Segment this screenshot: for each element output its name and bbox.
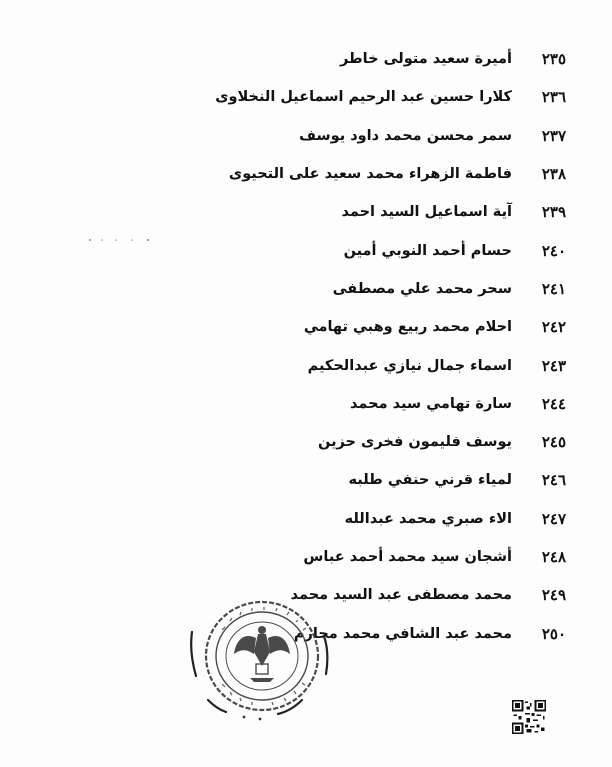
list-item xyxy=(215,78,566,116)
entry-number: ٢٤٨ xyxy=(541,548,566,566)
entry-name: يوسف فليمون فخرى حزين xyxy=(318,434,512,451)
entry-number: ٢٤٧ xyxy=(541,509,566,528)
list-item xyxy=(266,423,566,461)
entry-number: ٢٤٣ xyxy=(541,356,566,375)
entry-number: ٢٣٩ xyxy=(541,203,566,222)
entry-name: أشجان سيد محمد أحمد عباس xyxy=(303,549,512,565)
list-item xyxy=(228,155,566,193)
entry-number: ٢٤٢ xyxy=(541,318,566,337)
entry-number: ٢٣٥ xyxy=(541,50,566,69)
entry-name: حسام أحمد النوبي أمين xyxy=(343,242,512,259)
entry-name: احلام محمد ربيع وهبي تهامي xyxy=(303,319,512,336)
entry-name: آية اسماعيل السيد احمد xyxy=(341,204,512,221)
list-item xyxy=(266,193,566,231)
entry-number: ٢٤١ xyxy=(541,279,566,298)
list-item xyxy=(266,40,566,78)
entry-name: فاطمة الزهراء محمد سعيد على التحيوى xyxy=(228,166,512,183)
entry-number: ٢٤٠ xyxy=(541,241,566,260)
entry-number: ٢٣٨ xyxy=(541,165,566,184)
names-list xyxy=(215,40,566,653)
entry-name: لمياء قرني حنفي طلبه xyxy=(348,472,512,489)
list-item xyxy=(266,270,566,308)
entry-name: أميرة سعيد متولى خاطر xyxy=(339,51,512,68)
entry-name: محمد مصطفى عبد السيد محمد xyxy=(290,587,512,604)
list-item xyxy=(266,538,566,576)
entry-name: سحر محمد علي مصطفى xyxy=(332,280,512,297)
entry-number: ٢٥٠ xyxy=(541,624,566,643)
entry-number: ٢٣٧ xyxy=(541,126,566,145)
list-item xyxy=(266,385,566,423)
entry-number: ٢٤٥ xyxy=(541,433,566,452)
entry-number: ٢٣٦ xyxy=(541,88,566,107)
entry-name: محمد عبد الشافي محمد محارم xyxy=(293,625,512,642)
list-item xyxy=(266,117,566,155)
entry-name: سارة تهامي سيد محمد xyxy=(350,395,512,412)
entry-name: سمر محسن محمد داود يوسف xyxy=(299,127,512,144)
scan-dots xyxy=(88,238,158,242)
entry-number: ٢٤٩ xyxy=(541,586,566,605)
list-item xyxy=(266,500,566,538)
qr-code-icon xyxy=(512,700,546,734)
list-item xyxy=(266,308,566,346)
entry-number: ٢٤٤ xyxy=(541,394,566,413)
entry-name: اسماء جمال نيازي عبدالحكيم xyxy=(307,357,512,374)
list-item xyxy=(266,346,566,384)
eagle-seal-icon xyxy=(186,596,336,724)
entry-name: كلارا حسين عبد الرحيم اسماعيل النخلاوى xyxy=(215,89,512,106)
list-item xyxy=(266,461,566,499)
entry-number: ٢٤٦ xyxy=(541,471,566,490)
entry-name: الاء صبري محمد عبدالله xyxy=(344,510,512,527)
list-item xyxy=(266,231,566,269)
